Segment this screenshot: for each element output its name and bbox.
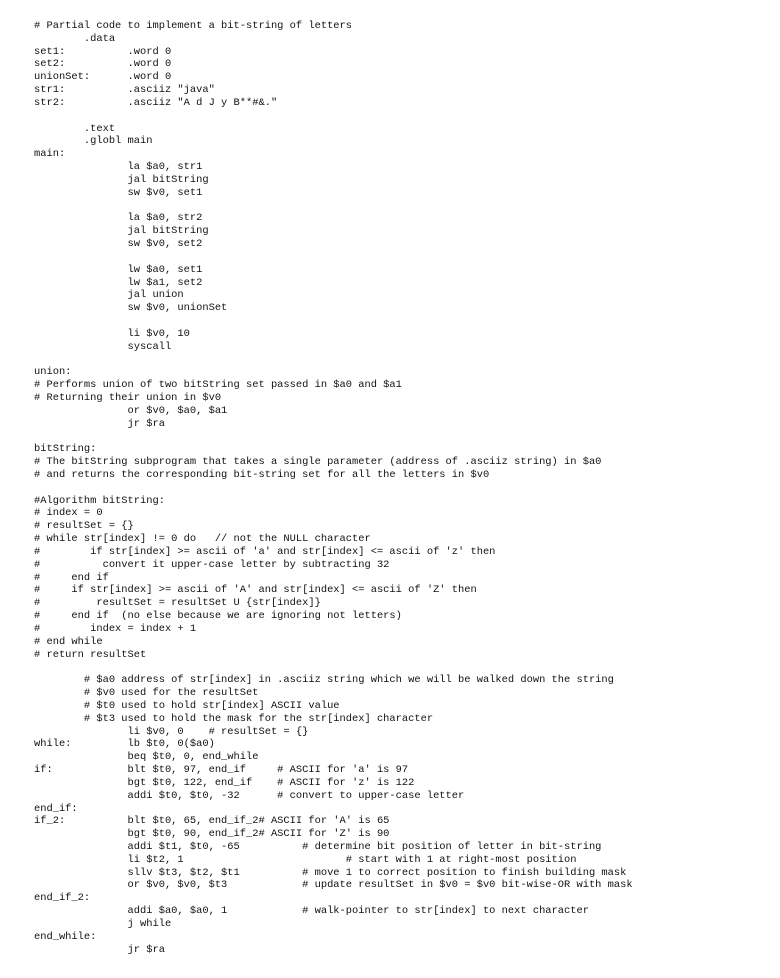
code-line: # return resultSet bbox=[34, 648, 147, 661]
code-line: end_if_2: bbox=[34, 892, 91, 905]
code-line: set2: .word 0 bbox=[34, 58, 172, 71]
code-listing bbox=[34, 20, 633, 956]
code-line: or $v0, $v0, $t3 # update resultSet in $v0 = $v0 bit-wise-OR with mask bbox=[34, 879, 633, 892]
code-line: addi $t1, $t0, -65 # determine bit position of letter in bit-string bbox=[34, 841, 602, 853]
code-line: sw $v0, set2 bbox=[34, 238, 203, 251]
code-line: # end if bbox=[34, 571, 109, 584]
code-line: la $a0, str2 bbox=[34, 212, 203, 225]
code-line bbox=[34, 661, 633, 674]
code-line: str1: .asciiz "java" bbox=[34, 84, 215, 97]
code-line: beq $t0, 0, end_while bbox=[34, 751, 259, 764]
code-line: lw $a1, set2 bbox=[34, 276, 203, 289]
code-line bbox=[34, 482, 633, 495]
code-line: # if str[index] >= ascii of 'A' and str[index] <= ascii of 'Z' then bbox=[34, 584, 477, 597]
code-line: end_if: bbox=[34, 802, 78, 815]
code-line: lw $a0, set1 bbox=[34, 263, 203, 276]
code-line bbox=[34, 431, 633, 444]
code-line: # end while bbox=[34, 635, 103, 648]
code-line: .text bbox=[34, 122, 116, 135]
code-line: jal bitString bbox=[34, 173, 209, 186]
code-line: li $v0, 0 # resultSet = {} bbox=[34, 725, 309, 738]
code-line: # The bitString subprogram that takes a single parameter (address of .asciiz string) in $a0 bbox=[34, 456, 602, 469]
code-line: jr $ra bbox=[34, 943, 165, 956]
code-line: # resultSet = {} bbox=[34, 520, 134, 533]
code-line: bitString: bbox=[34, 443, 97, 456]
code-line: bgt $t0, 90, end_if_2# ASCII for 'Z' is 90 bbox=[34, 828, 390, 841]
code-line: sw $v0, set1 bbox=[34, 186, 203, 199]
code-line: # if str[index] >= ascii of 'a' and str[index] <= ascii of 'z' then bbox=[34, 545, 496, 558]
code-line: #Algorithm bitString: bbox=[34, 494, 165, 507]
code-line bbox=[34, 315, 633, 328]
code-line: union: bbox=[34, 366, 72, 379]
code-line bbox=[34, 110, 633, 123]
code-line: # resultSet = resultSet U {str[index]} bbox=[34, 597, 321, 610]
code-line: # convert it upper-case letter by subtracting 32 bbox=[34, 558, 390, 571]
code-line: addi $t0, $t0, -32 # convert to upper-case letter bbox=[34, 789, 465, 802]
code-line: jal union bbox=[34, 289, 184, 302]
code-line: or $v0, $a0, $a1 bbox=[34, 404, 228, 417]
code-line: if: blt $t0, 97, end_if # ASCII for 'a' is 97 bbox=[34, 764, 409, 777]
code-line: syscall bbox=[34, 340, 172, 353]
code-line: if_2: blt $t0, 65, end_if_2# ASCII for 'A' is 65 bbox=[34, 815, 390, 828]
code-line: # $v0 used for the resultSet bbox=[34, 687, 259, 700]
code-line bbox=[34, 251, 633, 264]
code-line: jal bitString bbox=[34, 225, 209, 238]
code-line: li $t2, 1 # start with 1 at right-most position bbox=[34, 853, 577, 866]
code-line: # and returns the corresponding bit-string set for all the letters in $v0 bbox=[34, 468, 490, 481]
code-line: # Returning their union in $v0 bbox=[34, 392, 222, 405]
code-line: addi $a0, $a0, 1 # walk-pointer to str[index] to next character bbox=[34, 905, 589, 918]
code-line: # Performs union of two bitString set passed in $a0 and $a1 bbox=[34, 379, 402, 392]
code-line: # end if (no else because we are ignoring not letters) bbox=[34, 610, 402, 623]
code-line: # Partial code to implement a bit-string of letters bbox=[34, 20, 353, 32]
code-line: # while str[index] != 0 do // not the NULL character bbox=[34, 533, 371, 546]
code-line: # $t3 used to hold the mask for the str[index] character bbox=[34, 712, 434, 725]
code-line: main: bbox=[34, 148, 66, 161]
code-line: end_while: bbox=[34, 930, 97, 943]
code-line: sw $v0, unionSet bbox=[34, 302, 228, 315]
code-line: # index = 0 bbox=[34, 507, 103, 520]
code-line: sllv $t3, $t2, $t1 # move 1 to correct position to finish building mask bbox=[34, 866, 627, 879]
code-line: jr $ra bbox=[34, 417, 165, 430]
code-line: li $v0, 10 bbox=[34, 327, 190, 340]
code-line: bgt $t0, 122, end_if # ASCII for 'z' is 122 bbox=[34, 776, 415, 789]
code-line: set1: .word 0 bbox=[34, 45, 172, 58]
code-line bbox=[34, 200, 633, 213]
code-line: # $t0 used to hold str[index] ASCII value bbox=[34, 699, 340, 712]
code-line: unionSet: .word 0 bbox=[34, 71, 172, 84]
code-line: j while bbox=[34, 917, 172, 930]
code-line: la $a0, str1 bbox=[34, 161, 203, 174]
code-line bbox=[34, 354, 633, 367]
code-line: # index = index + 1 bbox=[34, 622, 197, 635]
code-line: str2: .asciiz "A d J y B**#&." bbox=[34, 96, 278, 109]
code-line: while: lb $t0, 0($a0) bbox=[34, 738, 215, 751]
code-line: .data bbox=[34, 32, 116, 45]
code-line: # $a0 address of str[index] in .asciiz string which we will be walked down the string bbox=[34, 674, 614, 687]
code-line: .globl main bbox=[34, 135, 153, 148]
